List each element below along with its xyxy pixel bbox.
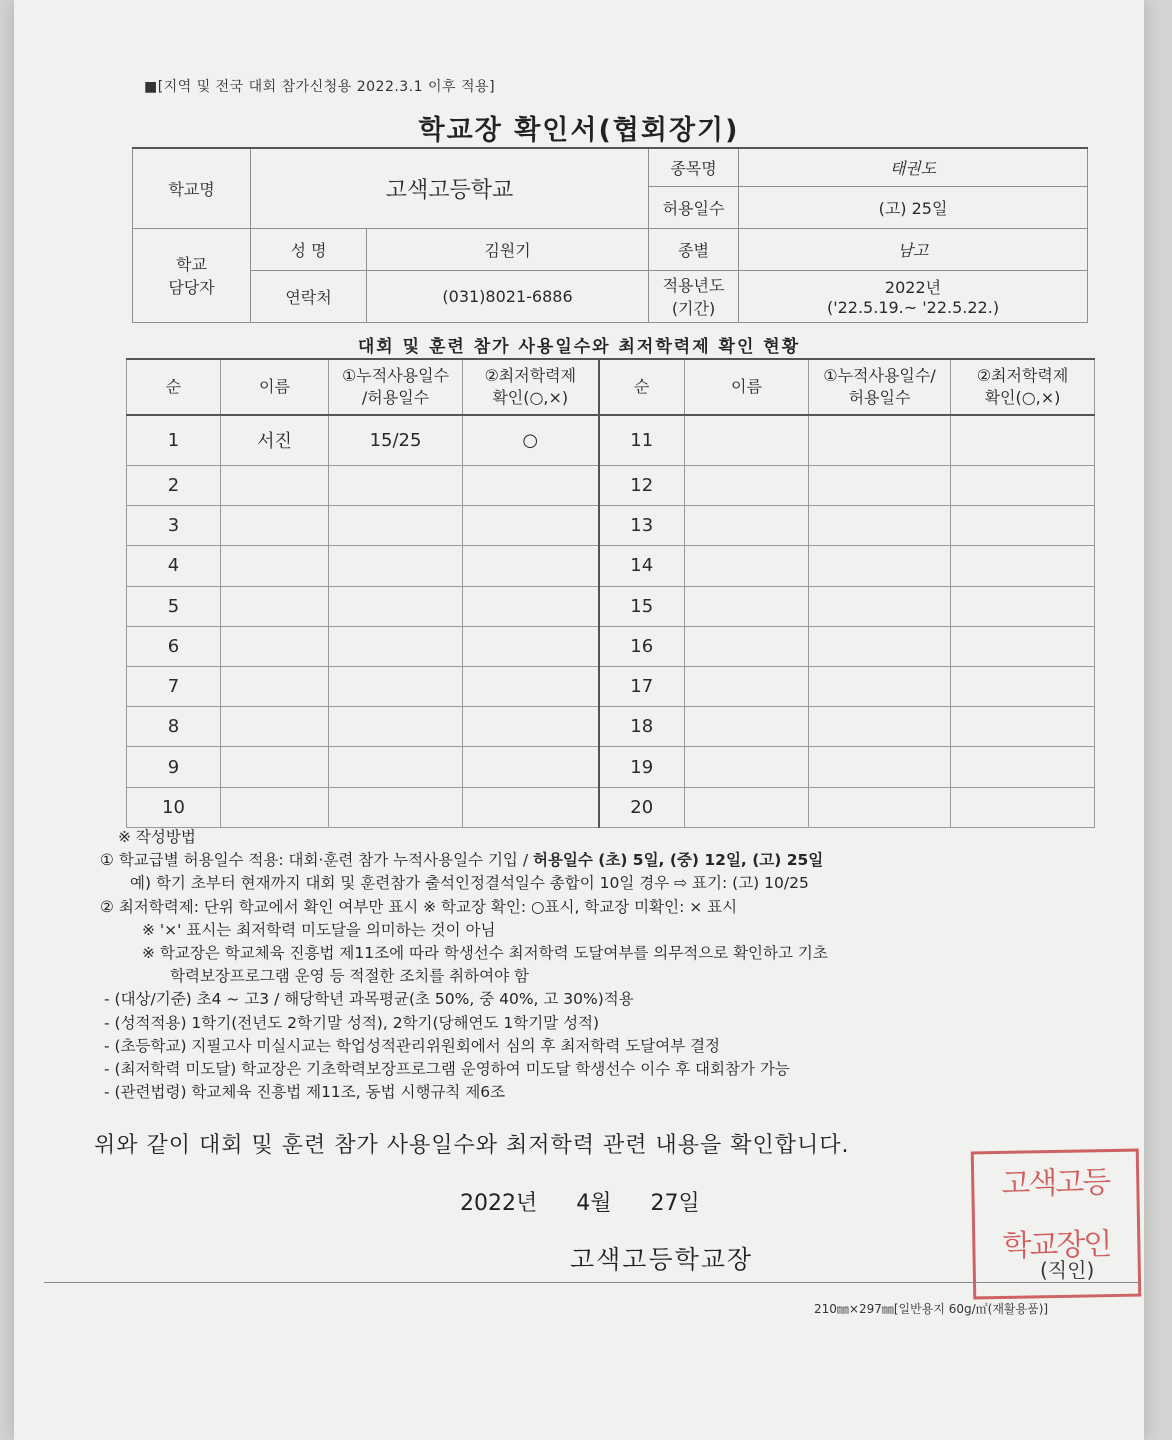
- row-days: [329, 506, 463, 546]
- row-check: [463, 506, 599, 546]
- year-value-period: ('22.5.19.~ '22.5.22.): [826, 298, 1000, 317]
- row-no-right: 12: [599, 465, 685, 505]
- row-name: 서진: [221, 415, 329, 465]
- date-day: 27일: [650, 1191, 700, 1216]
- row-no: 6: [127, 626, 221, 666]
- row-check-right: [951, 465, 1095, 505]
- year-label-line1: 적용년도: [662, 276, 725, 295]
- row-check: [463, 666, 599, 706]
- row-name: [221, 546, 329, 586]
- header-days-line1: ①누적사용일수: [341, 366, 450, 385]
- note-line-10: - (최저학력 미도달) 학교장은 기초학력보장프로그램 운영하여 미도달 학생선수 이수 후 대회참가 가능: [104, 1060, 790, 1079]
- row-name: [221, 626, 329, 666]
- row-name: [221, 586, 329, 626]
- row-no-right: 20: [599, 787, 685, 827]
- row-check-right: [951, 415, 1095, 465]
- row-check: [463, 465, 599, 505]
- date-month: 4월: [576, 1191, 612, 1216]
- row-check-right: [951, 666, 1095, 706]
- bottom-divider: [44, 1282, 1140, 1283]
- participation-table: [126, 358, 1095, 828]
- row-days-right: [809, 506, 951, 546]
- row-check: [463, 707, 599, 747]
- header-check-right: [951, 359, 1095, 415]
- issue-date: [460, 1186, 732, 1217]
- document-title: 학교장 확인서(협회장기): [418, 115, 740, 146]
- header-days-right-line2: 허용일수: [848, 388, 911, 407]
- header-days: [329, 359, 463, 415]
- table-row: [127, 787, 1095, 827]
- row-check-right: [951, 586, 1095, 626]
- row-no-right: 11: [599, 415, 685, 465]
- row-no-right: 14: [599, 546, 685, 586]
- manager-label-line2: 담당자: [168, 278, 215, 297]
- row-days: [329, 626, 463, 666]
- row-name-right: [685, 506, 809, 546]
- table-row: [127, 506, 1095, 546]
- note-line-8: - (성적적용) 1학기(전년도 2학기말 성적), 2학기(당해연도 1학기말 성적): [104, 1013, 600, 1032]
- row-no-right: 17: [599, 666, 685, 706]
- seal-line1: 고색고등: [1001, 1165, 1110, 1202]
- row-name: [221, 787, 329, 827]
- note-line-11: - (관련법령) 학교체육 진흥법 제11조, 동법 시행규칙 제6조: [104, 1083, 506, 1102]
- row-name-right: [685, 707, 809, 747]
- row-check: [463, 626, 599, 666]
- row-days-right: [809, 626, 951, 666]
- row-no: 4: [127, 546, 221, 586]
- row-no: 2: [127, 465, 221, 505]
- row-name: [221, 707, 329, 747]
- row-no: 10: [127, 787, 221, 827]
- seal-label: (직인): [1040, 1258, 1095, 1282]
- contact-label: 연락처: [251, 270, 367, 322]
- year-value-year: 2022년: [884, 278, 942, 297]
- allowed-days-label: 허용일수: [649, 186, 739, 228]
- note-line-2: 예) 학기 초부터 현재까지 대회 및 훈련참가 출석인정결석일수 총합이 10일 경우 ⇨ 표기: (고) 10/25: [130, 874, 809, 893]
- row-days-right: [809, 546, 951, 586]
- header-check-right-line2: 확인(○,×): [984, 388, 1061, 407]
- principal-title: 고색고등학교장: [570, 1245, 754, 1274]
- row-check-right: [951, 707, 1095, 747]
- header-days-line2: /허용일수: [361, 388, 430, 407]
- table-row: [127, 707, 1095, 747]
- row-no: 1: [127, 415, 221, 465]
- manager-label: [133, 228, 251, 322]
- row-no: 8: [127, 707, 221, 747]
- row-check: [463, 546, 599, 586]
- row-check-right: [951, 747, 1095, 787]
- contact-value: (031)8021-6886: [367, 270, 649, 322]
- name-value: 김원기: [367, 228, 649, 270]
- table-row: [127, 465, 1095, 505]
- row-check-right: [951, 506, 1095, 546]
- header-check: [463, 359, 599, 415]
- row-name: [221, 506, 329, 546]
- header-no-right: 순: [599, 359, 685, 415]
- row-no-right: 13: [599, 506, 685, 546]
- note-line-6: 학력보장프로그램 운영 등 적절한 조치를 취하여야 함: [170, 967, 529, 986]
- category-label: 종별: [649, 228, 739, 270]
- row-check: [463, 787, 599, 827]
- row-name-right: [685, 586, 809, 626]
- row-days: [329, 787, 463, 827]
- year-label-line2: (기간): [671, 299, 716, 318]
- row-days-right: [809, 465, 951, 505]
- row-name-right: [685, 666, 809, 706]
- section-title: 대회 및 훈련 참가 사용일수와 최저학력제 확인 현황: [357, 337, 801, 357]
- note-line-1a: ① 학교급별 허용일수 적용: 대회·훈련 참가 누적사용일수 기입 /: [100, 851, 533, 870]
- row-check: [463, 747, 599, 787]
- row-check: ○: [463, 415, 599, 465]
- allowed-days-value: (고) 25일: [739, 186, 1088, 228]
- note-line-5: ※ 학교장은 학교체육 진흥법 제11조에 따라 학생선수 최저학력 도달여부를 의무적으로 확인하고 기초: [142, 944, 828, 963]
- row-check-right: [951, 546, 1095, 586]
- event-value: 태권도: [739, 148, 1088, 186]
- header-no: 순: [127, 359, 221, 415]
- year-value: [739, 270, 1088, 322]
- row-days-right: [809, 586, 951, 626]
- category-value: 남고: [739, 228, 1088, 270]
- row-days-right: [809, 415, 951, 465]
- table-row: [127, 546, 1095, 586]
- info-table: [132, 147, 1088, 323]
- document-sheet: [14, 0, 1144, 1440]
- school-name-value: 고색고등학교: [251, 148, 649, 228]
- seal-line2: 학교장인: [1002, 1227, 1111, 1264]
- row-days-right: [809, 747, 951, 787]
- row-name-right: [685, 787, 809, 827]
- manager-label-line1: 학교: [176, 255, 207, 274]
- note-line-7: - (대상/기준) 초4 ~ 고3 / 해당학년 과목평균(초 50%, 중 40%, 고 30%)적용: [104, 990, 634, 1009]
- header-note: ■[지역 및 전국 대회 참가신청용 2022.3.1 이후 적용]: [144, 79, 496, 95]
- header-check-right-line1: ②최저학력제: [976, 366, 1069, 385]
- row-days-right: [809, 707, 951, 747]
- row-name: [221, 747, 329, 787]
- row-name-right: [685, 747, 809, 787]
- event-label: 종목명: [649, 148, 739, 186]
- table-row: [127, 747, 1095, 787]
- row-name: [221, 666, 329, 706]
- row-no: 9: [127, 747, 221, 787]
- name-label: 성 명: [251, 228, 367, 270]
- instructions: [100, 826, 1120, 1104]
- confirmation-statement: 위와 같이 대회 및 훈련 참가 사용일수와 최저학력 관련 내용을 확인합니다.: [94, 1133, 850, 1158]
- row-check-right: [951, 626, 1095, 666]
- table-row: [127, 586, 1095, 626]
- row-days: [329, 586, 463, 626]
- note-line-1: [100, 849, 1120, 872]
- table-row: [127, 666, 1095, 706]
- note-line-9: - (초등학교) 지필고사 미실시교는 학업성적관리위원회에서 심의 후 최저학력 도달여부 결정: [104, 1036, 721, 1055]
- table-row: [127, 415, 1095, 465]
- header-check-line1: ②최저학력제: [484, 366, 577, 385]
- notes-heading: ※ 작성방법: [118, 828, 196, 846]
- header-days-right: [809, 359, 951, 415]
- row-name-right: [685, 626, 809, 666]
- note-line-3: ② 최저학력제: 단위 학교에서 확인 여부만 표시 ※ 학교장 확인: ○표시, 학교장 미확인: × 표시: [100, 897, 738, 916]
- row-no: 7: [127, 666, 221, 706]
- row-name: [221, 465, 329, 505]
- paper-spec-note: 210㎜×297㎜[일반용지 60g/㎡(재활용품)]: [814, 1302, 1049, 1316]
- row-check: [463, 586, 599, 626]
- row-no: 5: [127, 586, 221, 626]
- row-check-right: [951, 787, 1095, 827]
- note-line-1b: 허용일수 (초) 5일, (중) 12일, (고) 25일: [532, 851, 824, 870]
- row-no-right: 18: [599, 707, 685, 747]
- row-days-right: [809, 666, 951, 706]
- header-check-line2: 확인(○,×): [492, 388, 569, 407]
- row-days: 15/25: [329, 415, 463, 465]
- row-name-right: [685, 465, 809, 505]
- row-days: [329, 465, 463, 505]
- school-name-label: 학교명: [133, 148, 251, 228]
- header-name-right: 이름: [685, 359, 809, 415]
- header-days-right-line1: ①누적사용일수/: [823, 366, 936, 385]
- row-days-right: [809, 787, 951, 827]
- table-row: [127, 626, 1095, 666]
- row-no-right: 19: [599, 747, 685, 787]
- row-name-right: [685, 415, 809, 465]
- row-days: [329, 546, 463, 586]
- row-days: [329, 707, 463, 747]
- row-no-right: 15: [599, 586, 685, 626]
- row-days: [329, 666, 463, 706]
- date-year: 2022년: [460, 1191, 538, 1216]
- row-no-right: 16: [599, 626, 685, 666]
- row-no: 3: [127, 506, 221, 546]
- row-name-right: [685, 546, 809, 586]
- header-name: 이름: [221, 359, 329, 415]
- year-label: [649, 270, 739, 322]
- row-days: [329, 747, 463, 787]
- note-line-4: ※ '×' 표시는 최저학력 미도달을 의미하는 것이 아님: [142, 920, 496, 939]
